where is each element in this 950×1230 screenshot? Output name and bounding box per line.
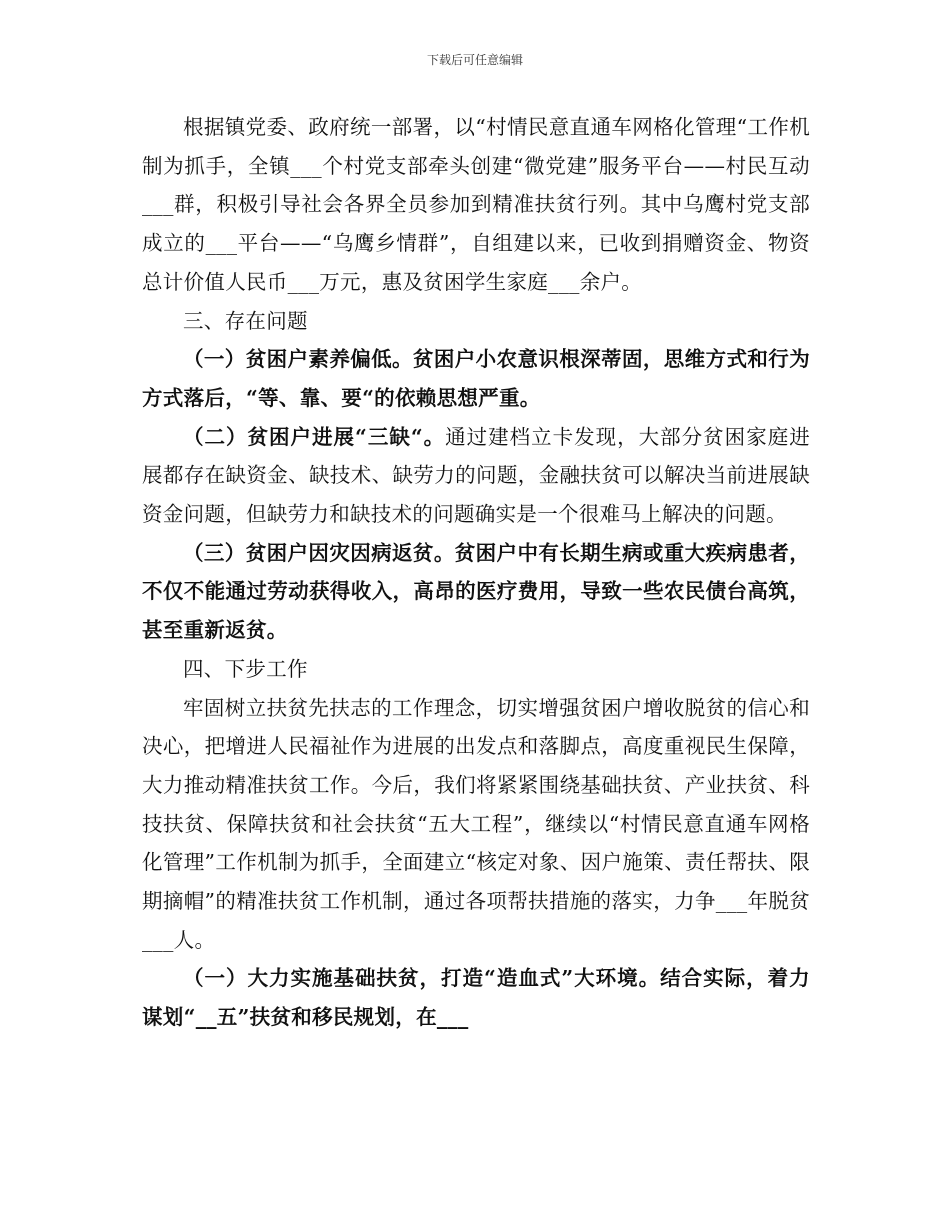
section-heading-problems: 三、存在问题 [183, 308, 308, 333]
paragraph-problem-3: （三）贫困户因灾因病返贫。贫困户中有长期生病或重大疾病患者，不仅不能通过劳动获得收入，高昂的医疗费用，导致一些农民债台高筑，甚至重新返贫。 [142, 540, 810, 643]
document-body [142, 108, 810, 1037]
problem-2-lead: （二）贫困户进展“三缺“。 [183, 424, 446, 449]
paragraph-problem-2 [142, 418, 810, 534]
page-header: 下载后可任意编辑 [426, 53, 523, 67]
paragraph-platform: 根据镇党委、政府统一部署，以“村情民意直通车网格化管理“工作机制为抓手，全镇___个村党支部牵头创建“微党建”服务平台——村民互动___群，积极引导社会各界全员参加到精准扶贫行列。其中乌鹰村党支部成立的___平台——“乌鹰乡情群”，自组建以来，已收到捐赠资金、物资总计价值人民币___万元，惠及贫困学生家庭___余户。 [142, 115, 810, 294]
section-heading-next-steps: 四、下步工作 [183, 656, 308, 681]
problem-2-body: 通过建档立卡发现，大部分贫困家庭进展都存在缺资金、缺技术、缺劳力的问题，金融扶贫可以解决当前进展缺资金问题，但缺劳力和缺技术的问题确实是一个很难马上解决的问题。 [142, 424, 810, 527]
paragraph-next-steps: 牢固树立扶贫先扶志的工作理念，切实增强贫困户增收脱贫的信心和决心，把增进人民福祉作为进展的出发点和落脚点，高度重视民生保障，大力推动精准扶贫工作。今后，我们将紧紧围绕基础扶贫、产业扶贫、科技扶贫、保障扶贫和社会扶贫“五大工程”，继续以“村情民意直通车网格化管理”工作机制为抓手，全面建立“核定对象、因户施策、责任帮扶、限期摘帽”的精准扶贫工作机制，通过各项帮扶措施的落实，力争___年脱贫___人。 [142, 695, 810, 952]
paragraph-problem-1: （一）贫困户素养偏低。贫困户小农意识根深蒂固，思维方式和行为方式落后，“等、靠、要“的依赖思想严重。 [142, 347, 810, 410]
paragraph-measure-1: （一）大力实施基础扶贫，打造“造血式”大环境。结合实际，着力谋划“__五”扶贫和移民规划，在___ [142, 966, 810, 1030]
